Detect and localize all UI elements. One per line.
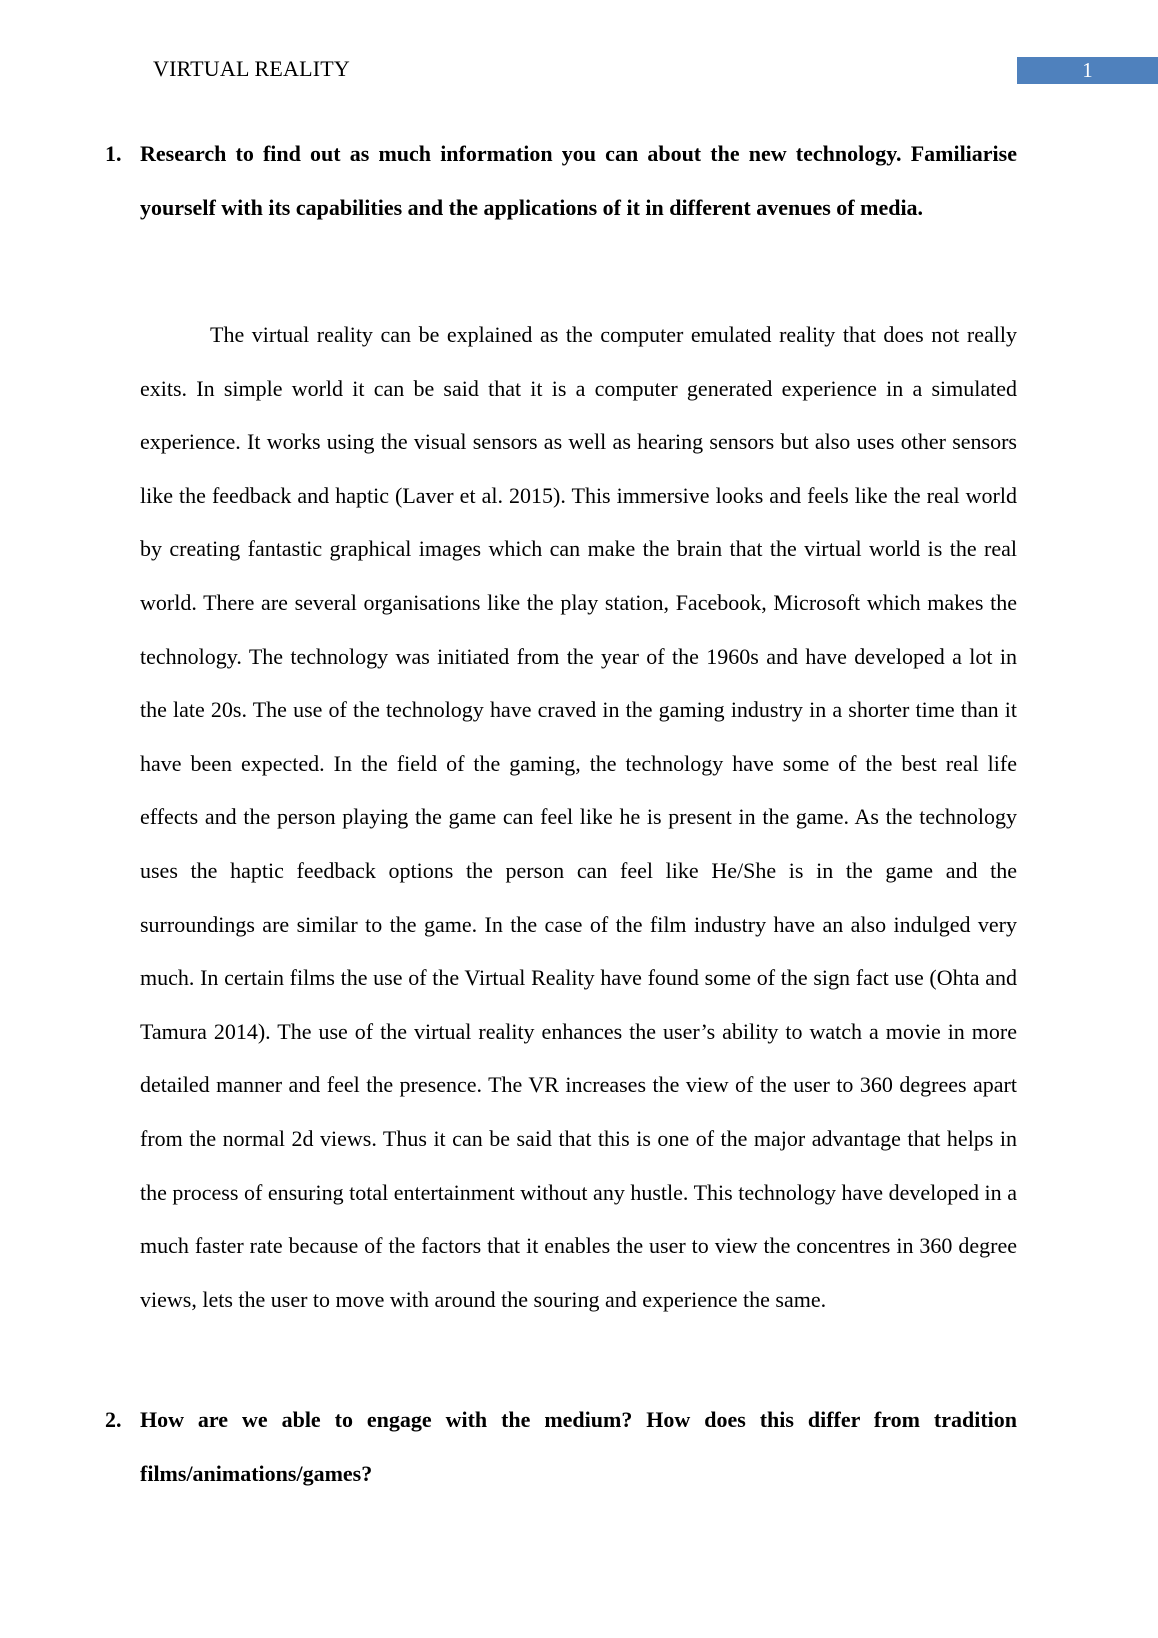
- body-paragraph: The virtual reality can be explained as the computer emulated reality that does not really exits. In simple world it can be said that it is a computer generated experience in a simulated experience. It works using the visual sensors as well as hearing sensors but also uses other sensors like the feedback and haptic (Laver et al. 2015). This immersive looks and feels like the real world by creating fantastic graphical images which can make the brain that the virtual world is the real world. There are several organisations like the play station, Facebook, Microsoft which makes the technology. The technology was initiated from the year of the 1960s and have developed a lot in the late 20s. The use of the technology have craved in the gaming industry in a shorter time than it have been expected. In the field of the gaming, the technology have some of the best real life effects and the person playing the game can feel like he is present in the game. As the technology uses the haptic feedback options the person can feel like He/She is in the game and the surroundings are similar to the game. In the case of the film industry have an also indulged very much. In certain films the use of the Virtual Reality have found some of the sign fact use (Ohta and Tamura 2014). The use of the virtual reality enhances the user’s ability to watch a movie in more detailed manner and feel the presence. The VR increases the view of the user to 360 degrees apart from the normal 2d views. Thus it can be said that this is one of the major advantage that helps in the process of ensuring total entertainment without any hustle. This technology have developed in a much faster rate because of the factors that it enables the user to view the concentres in 360 degree views, lets the user to move with around the souring and experience the same.: [140, 322, 1017, 1312]
- section-number-2: 2.: [105, 1407, 122, 1432]
- section-heading-text-2: How are we able to engage with the medium? How does this differ from tradition films/animations/games?: [140, 1407, 1017, 1486]
- section-number-1: 1.: [105, 141, 122, 166]
- section-heading-1: [105, 127, 1017, 235]
- section-heading-2: [105, 1393, 1017, 1501]
- page-number: 1: [1017, 57, 1158, 84]
- section-heading-text-1: Research to find out as much information you can about the new technology. Familiarise yourself with its capabilities and the applications of it in different avenues of media.: [140, 141, 1017, 220]
- running-head-title: VIRTUAL REALITY: [153, 56, 350, 81]
